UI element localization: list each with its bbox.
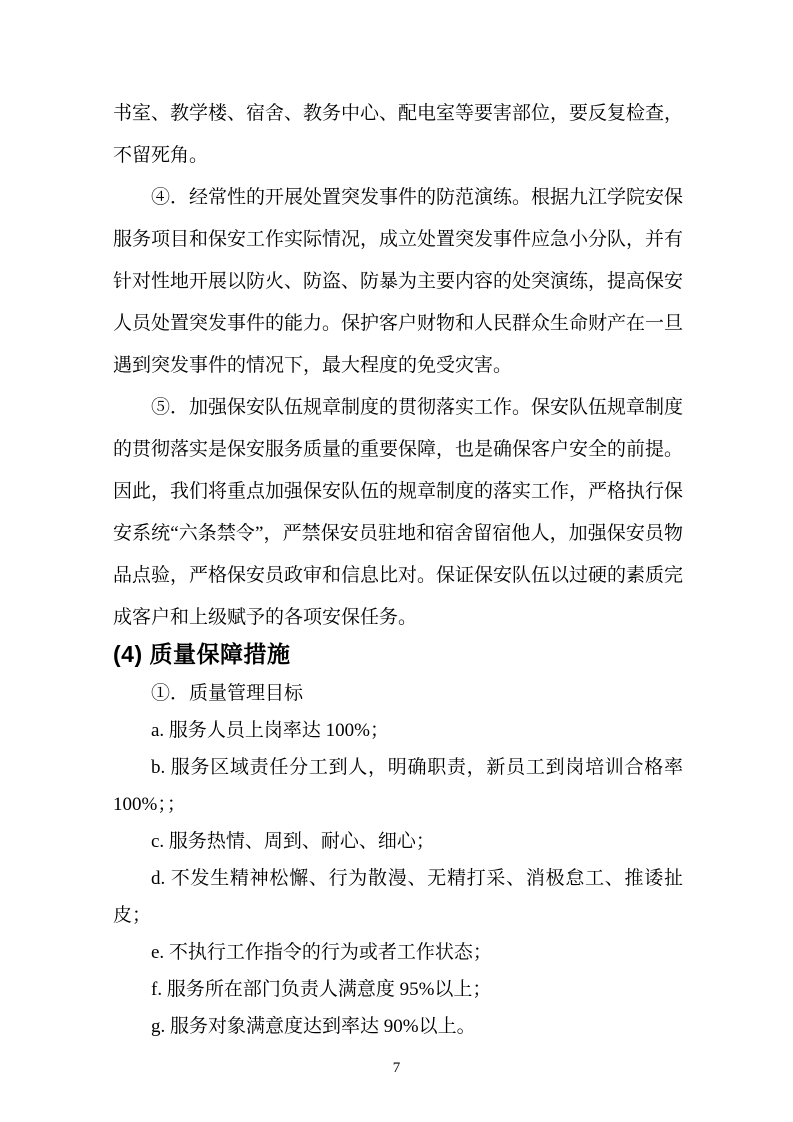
- list-item-c: c. 服务热情、周到、耐心、细心；: [151, 831, 435, 852]
- paragraph-continuation: 书室、教学楼、宿舍、教务中心、配电室等要害部位，要反复检查，不留死角。: [113, 103, 684, 166]
- list-item-g: g. 服务对象满意度达到率达 90%以上。: [151, 1016, 476, 1037]
- list-item-d: d. 不发生精神松懈、行为散漫、无精打采、消极怠工、推诿扯皮；: [113, 868, 683, 926]
- section-heading-quality-assurance: (4) 质量保障措施: [113, 641, 291, 667]
- list-item-f: f. 服务所在部门负责人满意度 95%以上；: [151, 979, 492, 1000]
- paragraph-item-5: ⑤．加强保安队伍规章制度的贯彻落实工作。保安队伍规章制度的贯彻落实是保安服务质量的重要保障，也是确保客户安全的前提。因此，我们将重点加强保安队伍的规章制度的落实工作，严格执行保安系统“六条禁令”，严禁保安员驻地和宿舍留宿他人，加强保安员物品点验，严格保安员政审和信息比对。保证保安队伍以过硬的素质完成客户和上级赋予的各项安保任务。: [113, 397, 684, 628]
- page-number: 7: [392, 1060, 401, 1076]
- list-item-e: e. 不执行工作指令的行为或者工作状态；: [151, 942, 492, 963]
- page-body: [113, 0, 683, 1045]
- paragraph-item-4: ④．经常性的开展处置突发事件的防范演练。根据九江学院安保服务项目和保安工作实际情况，成立处置突发事件应急小分队，并有针对性地开展以防火、防盗、防暴为主要内容的处突演练，提高保安人员处置突发事件的能力。保护客户财物和人民群众生命财产在一旦遇到突发事件的情况下，最大程度的免受灾害。: [113, 187, 684, 376]
- subheading-quality-goals: ①．质量管理目标: [151, 683, 304, 704]
- list-item-b: b. 服务区域责任分工到人，明确职责，新员工到岗培训合格率 100%；；: [113, 757, 683, 815]
- list-item-a: a. 服务人员上岗率达 100%；: [151, 720, 390, 741]
